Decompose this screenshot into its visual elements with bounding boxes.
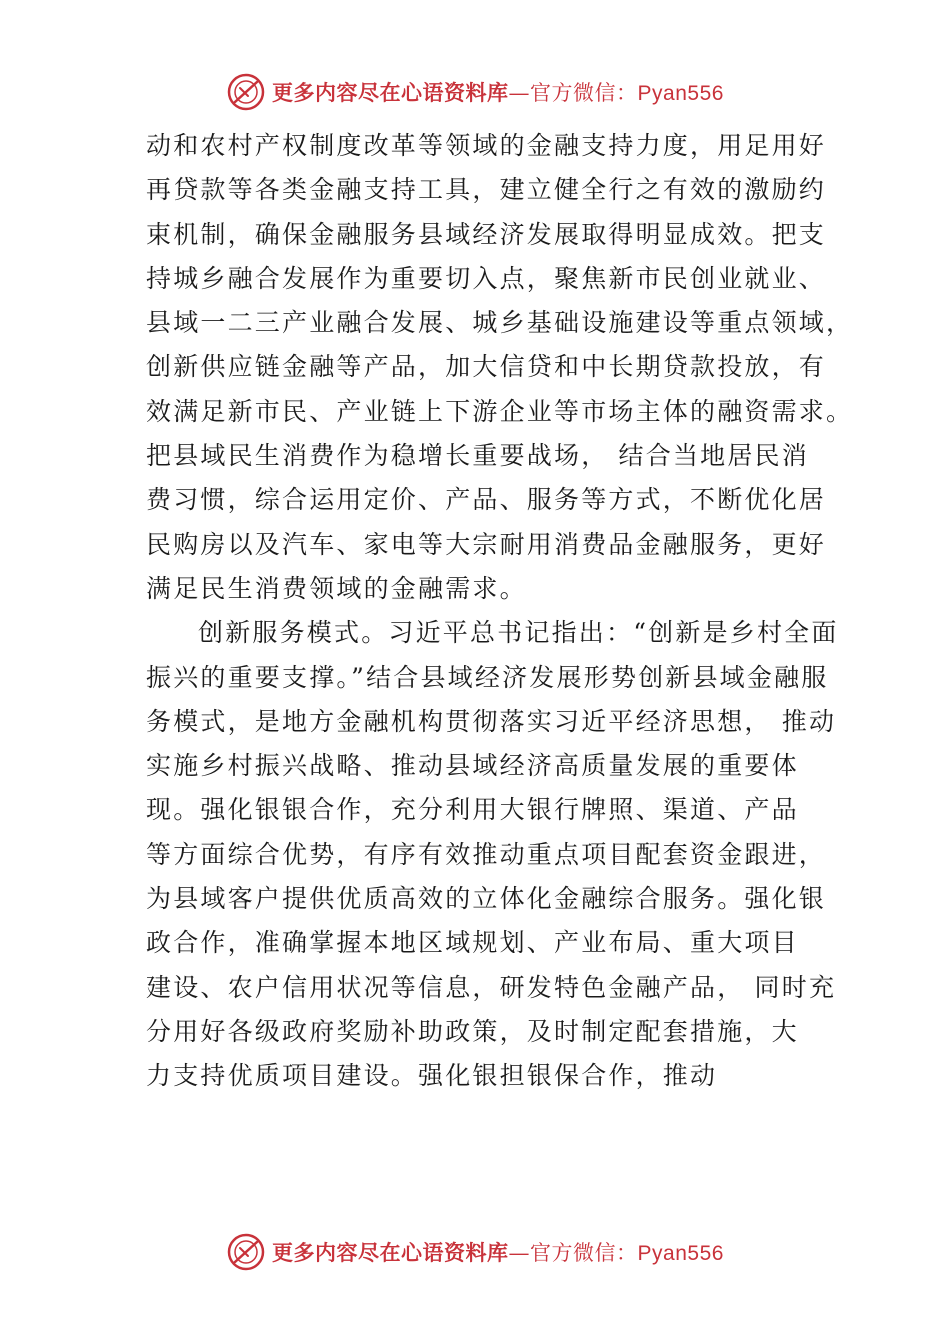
footer-dash: — [508,1241,531,1265]
footer-text [272,1237,724,1267]
body-line: 振兴的重要支撑。”结合县域经济发展形势创新县域金融服 [146,662,829,692]
body-line: 政合作，准确掌握本地区域规划、产业布局、重大项目 [146,928,799,958]
body-line: 民购房以及汽车、家电等大宗耐用消费品金融服务，更好 [146,529,827,559]
header-text [272,77,724,107]
paragraph-start-line: 创新服务模式。习近平总书记指出：“创新是乡村全面 [198,618,839,648]
body-line: 务模式，是地方金融机构贯彻落实习近平经济思想， 推动 [146,706,837,736]
body-line: 县域一二三产业融合发展、城乡基础设施建设等重点领域， [146,308,854,338]
header-wechat-label: 官方微信： [530,81,638,105]
footer-wechat-id: Pyan556 [637,1242,724,1265]
footer-slogan: 更多内容尽在心语资料库 [272,1240,509,1265]
body-line: 把县域民生消费作为稳增长重要战场， 结合当地居民消 [146,441,809,471]
footer-wechat-label: 官方微信： [530,1241,638,1265]
body-line: 实施乡村振兴战略、推动县域经济高质量发展的重要体 [146,751,799,781]
body-line: 动和农村产权制度改革等领域的金融支持力度，用足用好 [146,131,827,160]
body-line: 力支持优质项目建设。强化银担银保合作，推动 [146,1061,718,1091]
body-line: 费习惯，综合运用定价、产品、服务等方式，不断优化居 [146,485,827,515]
footer-banner [0,1230,950,1274]
body-line: 等方面综合优势，有序有效推动重点项目配套资金跟进， [146,839,827,869]
body-line: 满足民生消费领域的金融需求。 [146,573,527,603]
body-line: 建设、农户信用状况等信息，研发特色金融产品， 同时充 [146,972,837,1002]
body-line: 创新供应链金融等产品，加大信贷和中长期贷款投放，有 [146,352,827,382]
header-slogan: 更多内容尽在心语资料库 [272,80,509,105]
body-line: 再贷款等各类金融支持工具，建立健全行之有效的激励约 [146,175,827,205]
header-wechat-id: Pyan556 [637,82,724,105]
seal-logo-icon [226,72,266,112]
body-line: 持城乡融合发展作为重要切入点，聚焦新市民创业就业、 [146,263,827,293]
document-body [146,124,854,1099]
body-line: 为县域客户提供优质高效的立体化金融综合服务。强化银 [146,884,827,914]
body-line: 现。强化银银合作，充分利用大银行牌照、渠道、产品 [146,795,799,825]
body-line: 束机制，确保金融服务县域经济发展取得明显成效。把支 [146,219,827,249]
body-line: 效满足新市民、产业链上下游企业等市场主体的融资需求。 [146,396,854,426]
header-dash: — [508,81,531,105]
body-line: 分用好各级政府奖励补助政策，及时制定配套措施，大 [146,1016,799,1046]
header-banner [0,70,950,114]
seal-logo-icon [226,1232,266,1272]
